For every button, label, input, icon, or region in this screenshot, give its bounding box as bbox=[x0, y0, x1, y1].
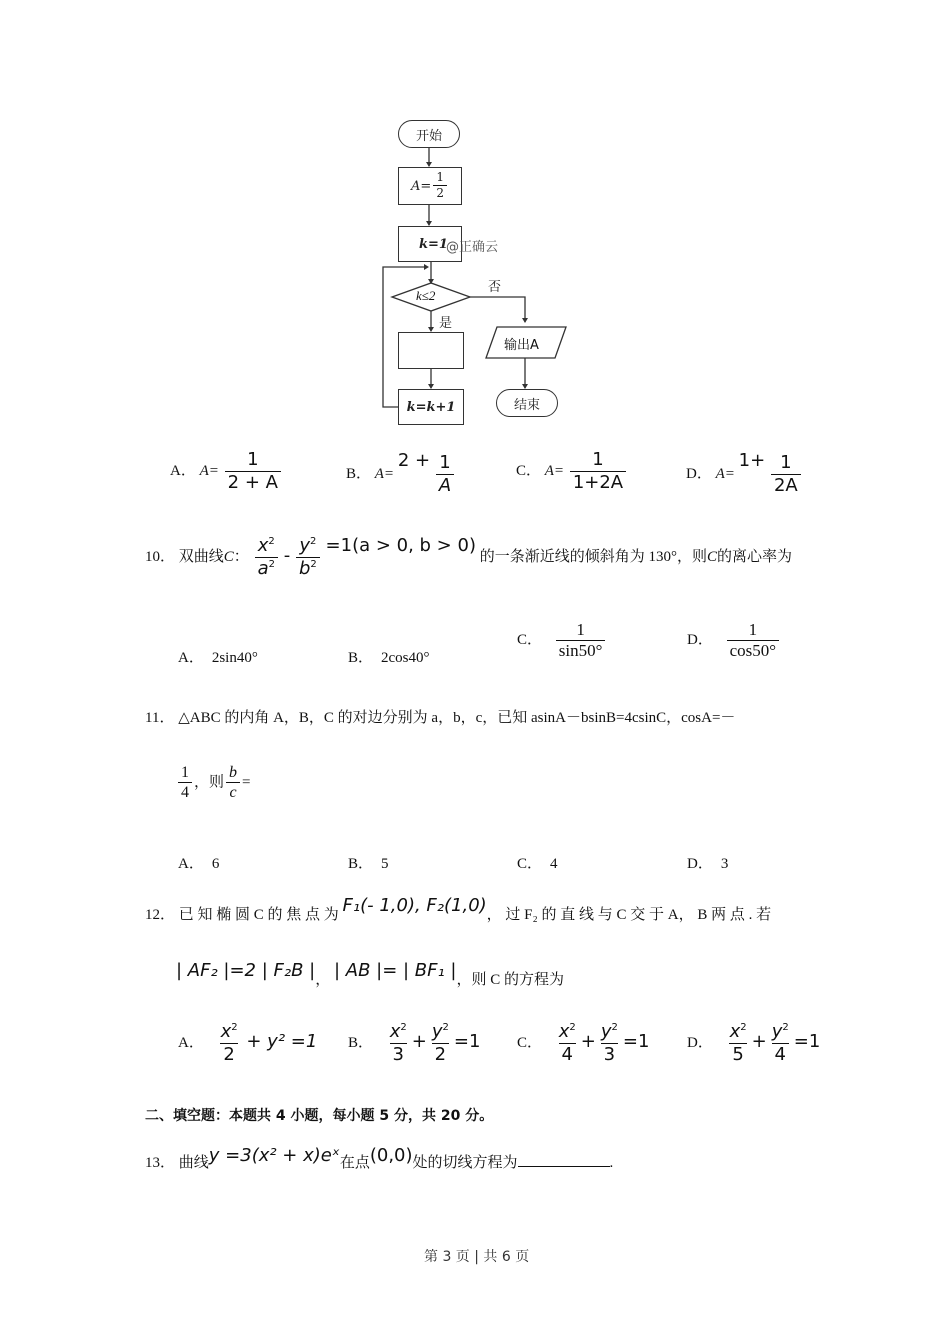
question-number: 13． bbox=[145, 1155, 176, 1171]
fraction-denominator: 5 bbox=[729, 1043, 746, 1066]
flowchart-start bbox=[398, 120, 460, 148]
quarter-fraction bbox=[178, 764, 192, 803]
option-prefix: 2 + bbox=[397, 450, 431, 471]
fraction-denominator: 2A bbox=[771, 474, 801, 497]
fraction-denominator: cos50° bbox=[727, 640, 779, 661]
option-lhs: A= bbox=[715, 466, 735, 482]
option-label: A． bbox=[170, 463, 196, 480]
option-label: B． bbox=[348, 856, 374, 872]
init-k-label: k=1 bbox=[419, 236, 448, 252]
x-fraction: $\frac{x^2}{2}$ bbox=[220, 1021, 238, 1065]
option-lhs: A= bbox=[374, 466, 395, 482]
flowchart-condition: k≤2 bbox=[416, 288, 436, 303]
flowchart-output: 输出A bbox=[504, 338, 539, 353]
start-label: 开始 bbox=[415, 128, 442, 144]
option-label: A． bbox=[178, 650, 204, 666]
q10-option-a[interactable] bbox=[178, 646, 258, 667]
option-label: C． bbox=[517, 856, 543, 872]
end-label: 结束 bbox=[513, 397, 540, 413]
fraction-denominator: 4 bbox=[178, 782, 192, 802]
option-label: C． bbox=[517, 1035, 543, 1052]
fraction-numerator: 1 bbox=[592, 449, 604, 470]
x-fraction bbox=[255, 536, 278, 579]
curve-equation: y =3(x² + x)eˣ bbox=[208, 1145, 340, 1166]
question-10 bbox=[145, 535, 792, 579]
fraction-denominator: 2 bbox=[432, 1043, 449, 1066]
y-fraction: $\frac{y^2}{4}$ bbox=[771, 1021, 789, 1065]
flowchart-end bbox=[496, 389, 558, 417]
option-label: A． bbox=[178, 856, 204, 872]
b-over-c-fraction bbox=[226, 764, 240, 803]
fraction-denominator: 2 bbox=[433, 185, 447, 200]
y-fraction: $\frac{y^2}{2}$ bbox=[431, 1021, 449, 1065]
q9-option-a[interactable] bbox=[170, 450, 283, 493]
fraction-numerator: 1 bbox=[436, 170, 444, 185]
watermark: @正确云 bbox=[446, 240, 499, 255]
point-coords: (0,0) bbox=[369, 1145, 413, 1166]
option-fraction bbox=[225, 450, 281, 493]
option-label: B． bbox=[346, 466, 372, 482]
question-11 bbox=[145, 706, 735, 727]
minus-sign: - bbox=[283, 545, 291, 566]
option-prefix: 1+ bbox=[738, 450, 766, 471]
fraction-denominator: 3 bbox=[601, 1043, 618, 1066]
q10-option-c[interactable] bbox=[517, 620, 607, 661]
q12-option-a[interactable] bbox=[178, 1022, 317, 1065]
option-fraction bbox=[436, 453, 454, 496]
fraction-denominator: A bbox=[436, 474, 454, 497]
question-12 bbox=[145, 895, 771, 924]
option-text: 2sin40° bbox=[211, 650, 258, 666]
q9-option-b[interactable] bbox=[346, 450, 456, 496]
curve-name: C bbox=[706, 549, 717, 565]
condition-2: | AB |= | BF₁ | bbox=[333, 960, 457, 981]
fraction-denominator: 1+2A bbox=[570, 471, 626, 494]
x-fraction: $\frac{x^2}{4}$ bbox=[558, 1021, 576, 1065]
section-2-title: 二、填空题：本题共 4 小题，每小题 5 分，共 20 分。 bbox=[145, 1108, 494, 1124]
flowchart-increment bbox=[398, 389, 464, 425]
option-label: A． bbox=[178, 1035, 204, 1052]
fraction-denominator: sin50° bbox=[556, 640, 606, 661]
q11-option-c[interactable] bbox=[517, 852, 558, 873]
x-fraction: $\frac{x^2}{3}$ bbox=[389, 1021, 407, 1065]
question-text: 已 知 椭 圆 C 的 焦 点 为 bbox=[178, 907, 339, 923]
q9-option-c[interactable] bbox=[516, 450, 628, 493]
option-label: C． bbox=[516, 463, 542, 480]
question-number: 12． bbox=[145, 907, 176, 923]
option-fraction bbox=[556, 620, 606, 661]
q10-option-d[interactable] bbox=[687, 620, 781, 661]
fraction-denominator: 2 + A bbox=[225, 471, 281, 494]
fraction-numerator: 1 bbox=[780, 451, 792, 473]
option-label: B． bbox=[348, 650, 374, 666]
condition-1: | AF₂ |=2 | F₂B | bbox=[176, 960, 316, 981]
option-fraction bbox=[771, 453, 801, 496]
colon: ： bbox=[233, 549, 249, 565]
option-label: B． bbox=[348, 1035, 374, 1052]
answer-blank[interactable] bbox=[518, 1152, 610, 1167]
fraction-numerator: 1 bbox=[181, 764, 189, 781]
fraction-numerator: 1 bbox=[748, 620, 758, 639]
page-footer: 第 3 页 | 共 6 页 bbox=[424, 1249, 530, 1265]
yes-label: 是 bbox=[439, 316, 453, 331]
no-label: 否 bbox=[488, 280, 502, 295]
flowchart-empty-box bbox=[398, 332, 464, 369]
exponent: 2 bbox=[310, 558, 317, 570]
option-label: D． bbox=[687, 1035, 713, 1052]
fraction-denominator: 4 bbox=[772, 1043, 789, 1066]
fraction-numerator: 1 bbox=[439, 451, 451, 473]
fraction-denominator: c bbox=[226, 782, 239, 802]
option-fraction bbox=[570, 450, 626, 493]
option-text: 6 bbox=[211, 856, 220, 872]
q11-option-a[interactable] bbox=[178, 852, 219, 873]
q12-option-d[interactable]: D． $\frac{x^2}{5}$ + $\frac{y^2}{4}$ =1 bbox=[687, 1021, 821, 1065]
fraction-numerator: 1 bbox=[247, 449, 259, 470]
fraction-denominator: 3 bbox=[390, 1043, 407, 1066]
fraction-numerator: 1 bbox=[576, 620, 585, 639]
question-number: 11． bbox=[145, 710, 175, 726]
option-label: D． bbox=[686, 466, 712, 482]
q10-option-b[interactable] bbox=[348, 646, 430, 667]
y-fraction bbox=[296, 536, 320, 579]
question-text: △ABC 的内角 A，B，C 的对边分别为 a，b，c，已知 asinA－bsinB=4csinC，cosA=－ bbox=[178, 710, 736, 726]
option-text: 3 bbox=[720, 856, 729, 872]
exponent: 2 bbox=[268, 535, 275, 547]
fraction-numerator: b bbox=[229, 764, 238, 781]
assign-a-lhs: A= bbox=[411, 178, 432, 194]
equation-rest: =1(a > 0, b > 0) bbox=[325, 535, 476, 556]
option-label: D． bbox=[687, 856, 713, 872]
question-text: ，则 bbox=[194, 774, 225, 791]
option-label: C． bbox=[517, 631, 543, 648]
option-text: 2cos40° bbox=[381, 650, 430, 666]
question-text: ，则 C 的方程为 bbox=[456, 972, 565, 988]
flowchart-connectors bbox=[0, 0, 950, 440]
assign-a-fraction bbox=[433, 171, 447, 200]
y-var: y bbox=[299, 534, 311, 556]
question-text: 曲线 bbox=[178, 1155, 209, 1171]
a-var: a bbox=[257, 557, 269, 579]
question-text: 处的切线方程为 bbox=[412, 1155, 518, 1171]
option-fraction bbox=[727, 620, 779, 661]
flowchart-assign-a bbox=[398, 167, 462, 205]
exponent: 2 bbox=[268, 558, 275, 570]
q12-option-b[interactable]: B． $\frac{x^2}{3}$ + $\frac{y^2}{2}$ =1 bbox=[348, 1021, 481, 1065]
y-term: + y² =1 bbox=[246, 1031, 318, 1053]
q11-option-b[interactable] bbox=[348, 852, 389, 873]
question-text: 双曲线 bbox=[178, 549, 224, 565]
question-text: 的离心率为 bbox=[716, 549, 792, 565]
question-13 bbox=[145, 1145, 613, 1172]
option-lhs: A= bbox=[544, 463, 565, 480]
q9-option-d[interactable] bbox=[686, 450, 803, 496]
separator: ， bbox=[315, 972, 331, 988]
x-var: x bbox=[257, 534, 269, 556]
fraction-denominator: 4 bbox=[559, 1043, 576, 1066]
option-text: 4 bbox=[550, 856, 558, 872]
option-label: D． bbox=[687, 631, 713, 648]
x-fraction: $\frac{x^2}{5}$ bbox=[729, 1021, 747, 1065]
fraction-denominator: 2 bbox=[220, 1043, 237, 1066]
question-text: 在点 bbox=[339, 1155, 370, 1171]
equals-sign: = bbox=[242, 774, 251, 791]
b-var: b bbox=[298, 557, 311, 579]
foci-expression: F₁(- 1,0), F₂(1,0) bbox=[342, 895, 487, 916]
q11-option-d[interactable] bbox=[687, 852, 728, 873]
option-lhs: A= bbox=[199, 463, 219, 480]
increment-label: k=k+1 bbox=[406, 399, 456, 415]
question-number: 10． bbox=[145, 549, 176, 565]
period: . bbox=[609, 1155, 614, 1171]
question-11-cont bbox=[176, 764, 250, 803]
question-text: ， 过 F₂ 的 直 线 与 C 交 于 A， B 两 点 . 若 bbox=[486, 907, 772, 923]
exponent: 2 bbox=[310, 535, 317, 547]
option-text: 5 bbox=[381, 856, 389, 872]
y-fraction: $\frac{y^2}{3}$ bbox=[600, 1021, 618, 1065]
q12-option-c[interactable]: C． $\frac{x^2}{4}$ + $\frac{y^2}{3}$ =1 bbox=[517, 1021, 650, 1065]
question-12-cont bbox=[176, 960, 564, 989]
curve-name: C bbox=[223, 549, 234, 565]
question-text: 的一条渐近线的倾斜角为 130°，则 bbox=[479, 549, 707, 565]
